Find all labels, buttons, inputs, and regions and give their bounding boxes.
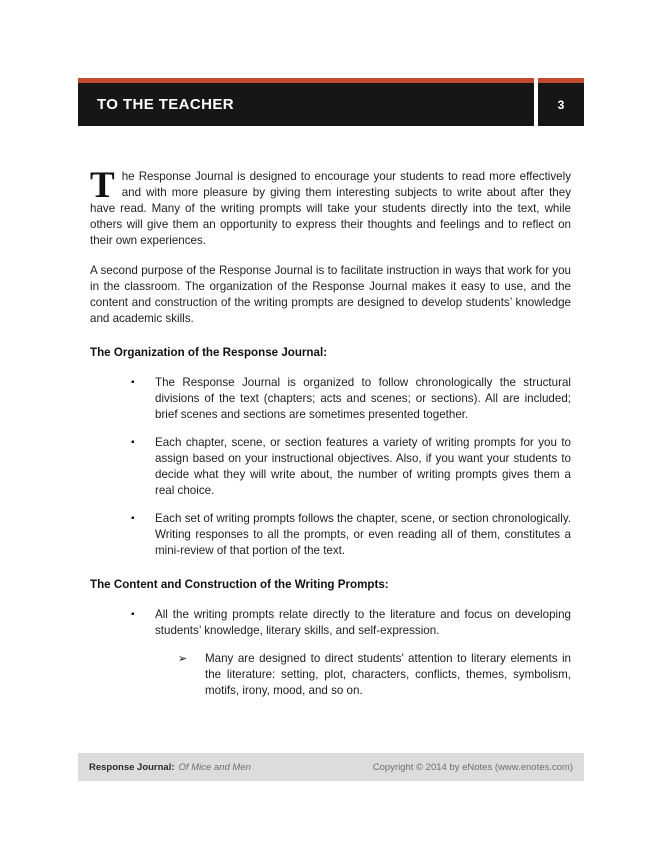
list-item-text: Each chapter, scene, or section features a variety of writing prompts for you to assign based on your instructional objectives. Also, if you want your students to decide what they will write about, the number of writing prompts gives them a real choice. bbox=[155, 436, 571, 497]
footer-left bbox=[89, 762, 251, 773]
header-title-bar bbox=[78, 78, 534, 126]
square-bullet-icon: ▪ bbox=[131, 609, 135, 620]
second-paragraph: A second purpose of the Response Journal is to facilitate instruction in ways that work for you in the classroom. The organization of the Response Journal makes it easy to use, and the content and construction of the writing prompts are designed to develop students’ knowledge and academic skills. bbox=[90, 264, 571, 325]
content-bullet-list bbox=[90, 607, 571, 699]
list-item-text: All the writing prompts relate directly to the literature and focus on developing students’ knowledge, literary skills, and self-expression. bbox=[155, 608, 571, 637]
footer-copyright: Copyright © 2014 by eNotes (www.enotes.com) bbox=[372, 761, 573, 773]
page-number: 3 bbox=[557, 97, 565, 112]
section-heading-organization: The Organization of the Response Journal: bbox=[90, 346, 328, 359]
page-footer bbox=[78, 753, 584, 781]
list-item bbox=[90, 375, 571, 423]
list-item bbox=[90, 511, 571, 559]
square-bullet-icon: ▪ bbox=[131, 513, 135, 524]
square-bullet-icon: ▪ bbox=[131, 377, 135, 388]
list-item bbox=[90, 607, 571, 639]
list-item bbox=[90, 435, 571, 499]
page-number-box bbox=[538, 78, 584, 126]
body-content bbox=[90, 165, 571, 711]
square-bullet-icon: ▪ bbox=[131, 437, 135, 448]
arrowhead-bullet-icon: ➢ bbox=[178, 653, 188, 665]
intro-paragraph bbox=[90, 165, 571, 249]
page-header bbox=[78, 78, 584, 126]
sub-list-item-text: Many are designed to direct students’ attention to literary elements in the literature: setting, plot, characters, conflicts, themes, symbolism, motifs, irony, mood, and so on. bbox=[205, 652, 571, 697]
section-heading-content: The Content and Construction of the Writing Prompts: bbox=[90, 578, 389, 591]
sub-list-item bbox=[90, 651, 571, 699]
footer-series-label: Response Journal: bbox=[89, 761, 175, 773]
list-item-text: Each set of writing prompts follows the chapter, scene, or section chronologically. Writing responses to all the prompts, or even reading all of them, constitutes a mini-review of that portion of the text. bbox=[155, 512, 571, 557]
list-item-text: The Response Journal is organized to follow chronologically the structural divisions of the text (chapters; acts and scenes; or sections). All are included; brief scenes and sections are sometimes presented together. bbox=[155, 376, 571, 421]
footer-book-title: Of Mice and Men bbox=[178, 761, 251, 773]
drop-cap: T bbox=[90, 165, 115, 206]
intro-paragraph-text: he Response Journal is designed to encourage your students to read more effectively and with more pleasure by giving them interesting subjects to write about after they have read. Many of the writing prompts will take your students directly into the text, while others will give them an opportunity to express their thoughts and feelings and to reflect on their own experiences. bbox=[90, 170, 571, 247]
organization-bullet-list bbox=[90, 375, 571, 559]
page-title: TO THE TEACHER bbox=[97, 96, 234, 113]
